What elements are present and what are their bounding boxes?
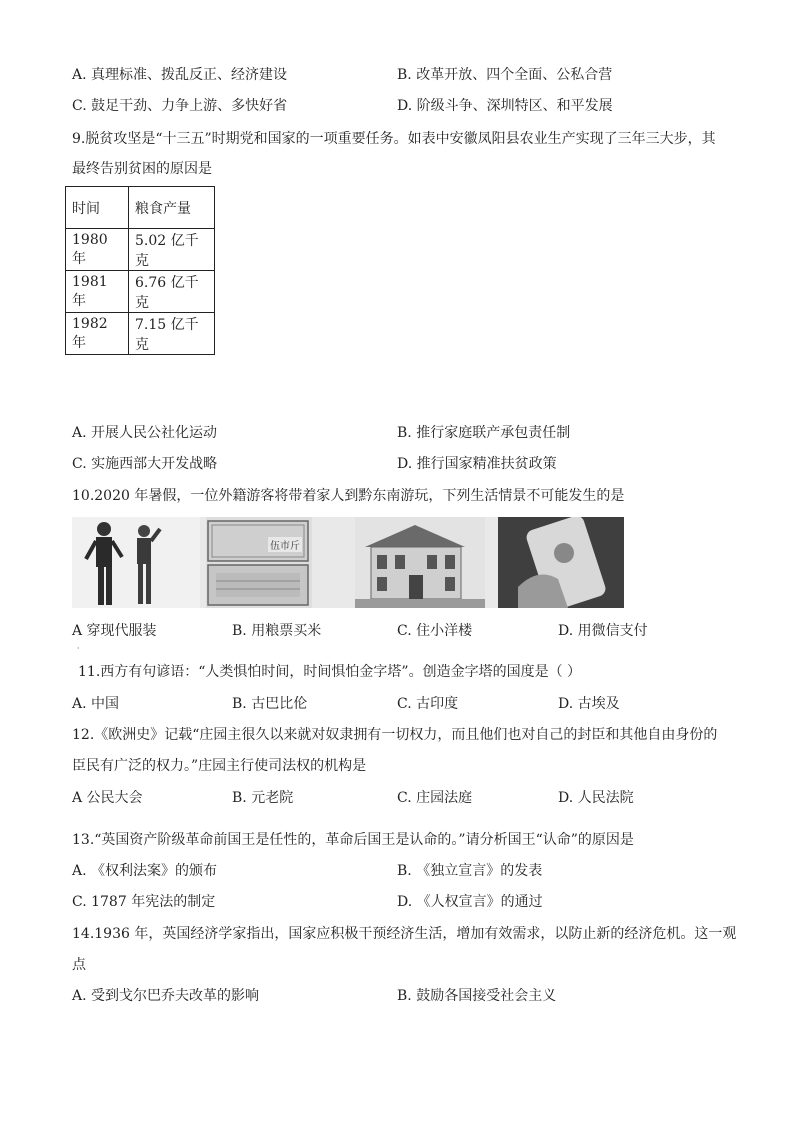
coupon-label: 伍市斤	[268, 537, 302, 552]
q11-option-d[interactable]: D. 古埃及	[558, 696, 620, 712]
q12-option-c[interactable]: C. 庄园法庭	[397, 790, 473, 806]
table-header-row	[66, 187, 215, 229]
table-row	[66, 271, 215, 313]
table-cell-year: 1980 年	[66, 229, 129, 271]
q10-option-c[interactable]: C. 住小洋楼	[397, 623, 473, 639]
q13-option-b[interactable]: B. 《独立宣言》的发表	[397, 863, 543, 879]
grain-coupon-photo	[206, 517, 312, 608]
grain-output-table	[65, 186, 215, 355]
q14-option-b[interactable]: B. 鼓励各国接受社会主义	[397, 988, 557, 1004]
q12-option-a[interactable]: A 公民大会	[72, 790, 143, 806]
q9-option-d[interactable]: D. 推行国家精准扶贫政策	[397, 456, 557, 472]
q10-photo-strip	[72, 517, 624, 608]
q12-stem-line2: 臣民有广泛的权力。”庄园主行使司法权的机构是	[72, 758, 367, 774]
q13-option-c[interactable]: C. 1787 年宪法的制定	[72, 894, 216, 910]
table-header-time: 时间	[66, 187, 129, 229]
q14-option-a[interactable]: A. 受到戈尔巴乔夫改革的影响	[72, 988, 260, 1004]
q8-option-a[interactable]: A. 真理标准、拨乱反正、经济建设	[72, 67, 288, 83]
q9-stem-line1: 9.脱贫攻坚是“十三五”时期党和国家的一项重要任务。如表中安徽凤阳县农业生产实现了三年三大步，其	[72, 131, 716, 147]
q9-option-a[interactable]: A. 开展人民公社化运动	[72, 425, 218, 441]
table-header-output: 粮食产量	[129, 187, 215, 229]
q11-option-a[interactable]: A. 中国	[72, 696, 120, 712]
q13-option-a[interactable]: A. 《权利法案》的颁布	[72, 863, 218, 879]
q12-option-d[interactable]: D. 人民法院	[558, 790, 634, 806]
scan-speck: ·	[77, 644, 80, 653]
table-row	[66, 229, 215, 271]
q11-option-c[interactable]: C. 古印度	[397, 696, 459, 712]
table-cell-output: 7.15 亿千克	[129, 313, 215, 355]
q14-stem-line1: 14.1936 年，英国经济学家指出，国家应积极干预经济生活，增加有效需求，以防止新的经济危机。这一观	[72, 926, 737, 942]
table-cell-year: 1982 年	[66, 313, 129, 355]
q11-option-b[interactable]: B. 古巴比伦	[232, 696, 308, 712]
q8-option-d[interactable]: D. 阶级斗争、深圳特区、和平发展	[397, 98, 613, 114]
q10-stem: 10.2020 年暑假，一位外籍游客将带着家人到黔东南游玩，下列生活情景不可能发生的是	[72, 488, 625, 504]
q12-option-b[interactable]: B. 元老院	[232, 790, 294, 806]
table-cell-output: 5.02 亿千克	[129, 229, 215, 271]
q13-stem: 13.“英国资产阶级革命前国王是任性的，革命后国王是认命的。”请分析国王“认命”的原因是	[72, 832, 634, 848]
q10-option-d[interactable]: D. 用微信支付	[558, 623, 648, 639]
q9-stem-line2: 最终告别贫困的原因是	[72, 161, 212, 177]
q8-option-b[interactable]: B. 改革开放、四个全面、公私合营	[397, 67, 613, 83]
q12-stem-line1: 12.《欧洲史》记载“庄园主很久以来就对奴隶拥有一切权力，而且他们也对自己的封臣和其他自由身份的	[72, 727, 718, 743]
q11-stem: 11.西方有句谚语：“人类惧怕时间，时间惧怕金字塔”。创造金字塔的国度是（ ）	[78, 664, 582, 680]
q9-option-b[interactable]: B. 推行家庭联产承包责任制	[397, 425, 571, 441]
q8-option-c[interactable]: C. 鼓足干劲、力争上游、多快好省	[72, 98, 288, 114]
q10-option-b[interactable]: B. 用粮票买米	[232, 623, 322, 639]
wechat-pay-photo	[498, 517, 624, 608]
q13-option-d[interactable]: D. 《人权宣言》的通过	[397, 894, 543, 910]
table-cell-year: 1981 年	[66, 271, 129, 313]
q14-stem-line2: 点	[72, 957, 86, 973]
q10-option-a[interactable]: A 穿现代服装	[72, 623, 157, 639]
table-row	[66, 313, 215, 355]
q9-option-c[interactable]: C. 实施西部大开发战略	[72, 456, 218, 472]
small-villa-photo	[355, 517, 485, 608]
modern-clothing-photo	[72, 517, 200, 608]
table-cell-output: 6.76 亿千克	[129, 271, 215, 313]
